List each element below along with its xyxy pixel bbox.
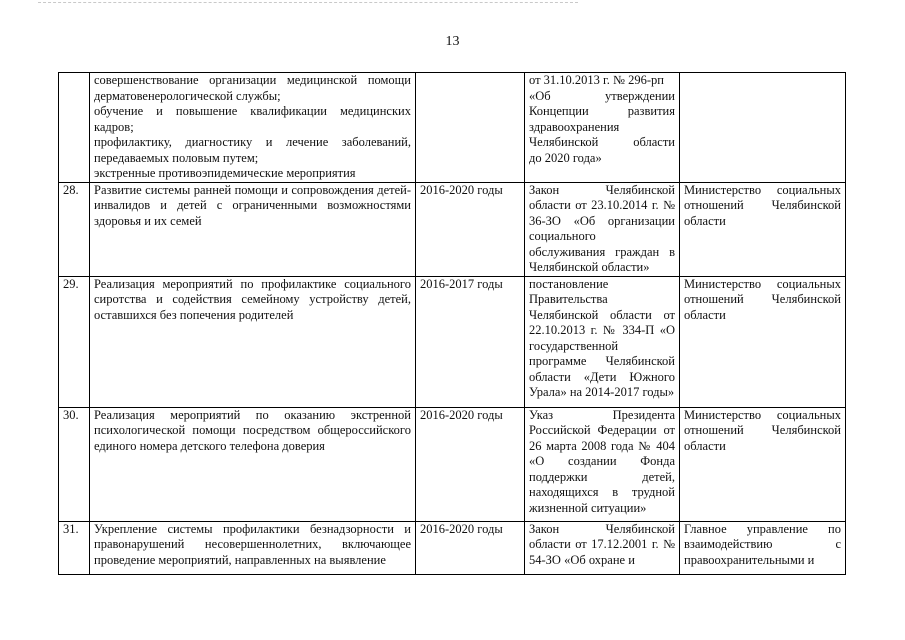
row-number-cell: 31. <box>59 521 90 574</box>
executor-cell: Главное управление по взаимодействию с правоохранительными и <box>680 521 846 574</box>
executor-cell <box>680 73 846 183</box>
basis-line: до 2020 года» <box>529 150 602 165</box>
scan-edge-line <box>38 2 578 3</box>
basis-line: Челябинской области <box>529 135 675 149</box>
measure-description-cell: Развитие системы ранней помощи и сопровождения детей-инвалидов и детей с ограниченными возможностями здоровья и их семей <box>90 182 416 276</box>
period-cell: 2016-2020 годы <box>416 407 525 521</box>
basis-line: здравоохранения <box>529 119 620 134</box>
table-row <box>59 407 846 521</box>
executor-cell: Министерство социальных отношений Челябинской области <box>680 276 846 407</box>
legal-basis-cell: Закон Челябинской области от 23.10.2014 г. № 36-ЗО «Об организации социального обслуживания граждан в Челябинской области» <box>525 182 680 276</box>
desc-line: профилактику, диагностику и лечение заболеваний, <box>94 135 411 149</box>
period-cell: 2016-2020 годы <box>416 521 525 574</box>
row-number-cell: 28. <box>59 182 90 276</box>
table-row <box>59 182 846 276</box>
period-cell <box>416 73 525 183</box>
measure-description-cell: Укрепление системы профилактики безнадзорности и правонарушений несовершеннолетних, включающее проведение мероприятий, направленных на выявление <box>90 521 416 574</box>
legal-basis-cell: постановление Правительства Челябинской области от 22.10.2013 г. № 334-П «О государственной программе Челябинской области «Дети Южного Урала» на 2014-2017 годы» <box>525 276 680 407</box>
desc-line: кадров; <box>94 119 134 134</box>
period-cell: 2016-2017 годы <box>416 276 525 407</box>
desc-line: обучение и повышение квалификации медицинских <box>94 104 411 118</box>
basis-line: «Об утверждении <box>529 88 675 103</box>
desc-line: дерматовенерологической службы; <box>94 88 281 103</box>
table-row <box>59 521 846 574</box>
row-number-cell: 29. <box>59 276 90 407</box>
period-cell: 2016-2020 годы <box>416 182 525 276</box>
basis-line: от 31.10.2013 г. № 296-рп <box>529 73 664 87</box>
page-number: 13 <box>445 34 460 49</box>
legal-basis-cell: Указ Президента Российской Федерации от 26 марта 2008 года № 404 «О создании Фонда поддержки детей, находящихся в трудной жизненной ситуации» <box>525 407 680 521</box>
measure-description-cell <box>90 73 416 183</box>
desc-line: передаваемых половым путем; <box>94 150 259 165</box>
legal-basis-cell <box>525 73 680 183</box>
legal-basis-cell: Закон Челябинской области от 17.12.2001 г. № 54-ЗО «Об охране и <box>525 521 680 574</box>
desc-line: совершенствование организации медицинской помощи <box>94 73 411 87</box>
row-number-cell: 30. <box>59 407 90 521</box>
table-row-continuation <box>59 73 846 183</box>
desc-line: экстренные противоэпидемические мероприятия <box>94 166 356 180</box>
table-row <box>59 276 846 407</box>
measures-table <box>58 72 846 575</box>
basis-line: Концепции развития <box>529 104 675 118</box>
row-number-cell <box>59 73 90 183</box>
executor-cell: Министерство социальных отношений Челябинской области <box>680 182 846 276</box>
measure-description-cell: Реализация мероприятий по оказанию экстренной психологической помощи посредством общероссийского единого номера детского телефона доверия <box>90 407 416 521</box>
executor-cell: Министерство социальных отношений Челябинской области <box>680 407 846 521</box>
measure-description-cell: Реализация мероприятий по профилактике социального сиротства и содействия семейному устройству детей, оставшихся без попечения родителей <box>90 276 416 407</box>
